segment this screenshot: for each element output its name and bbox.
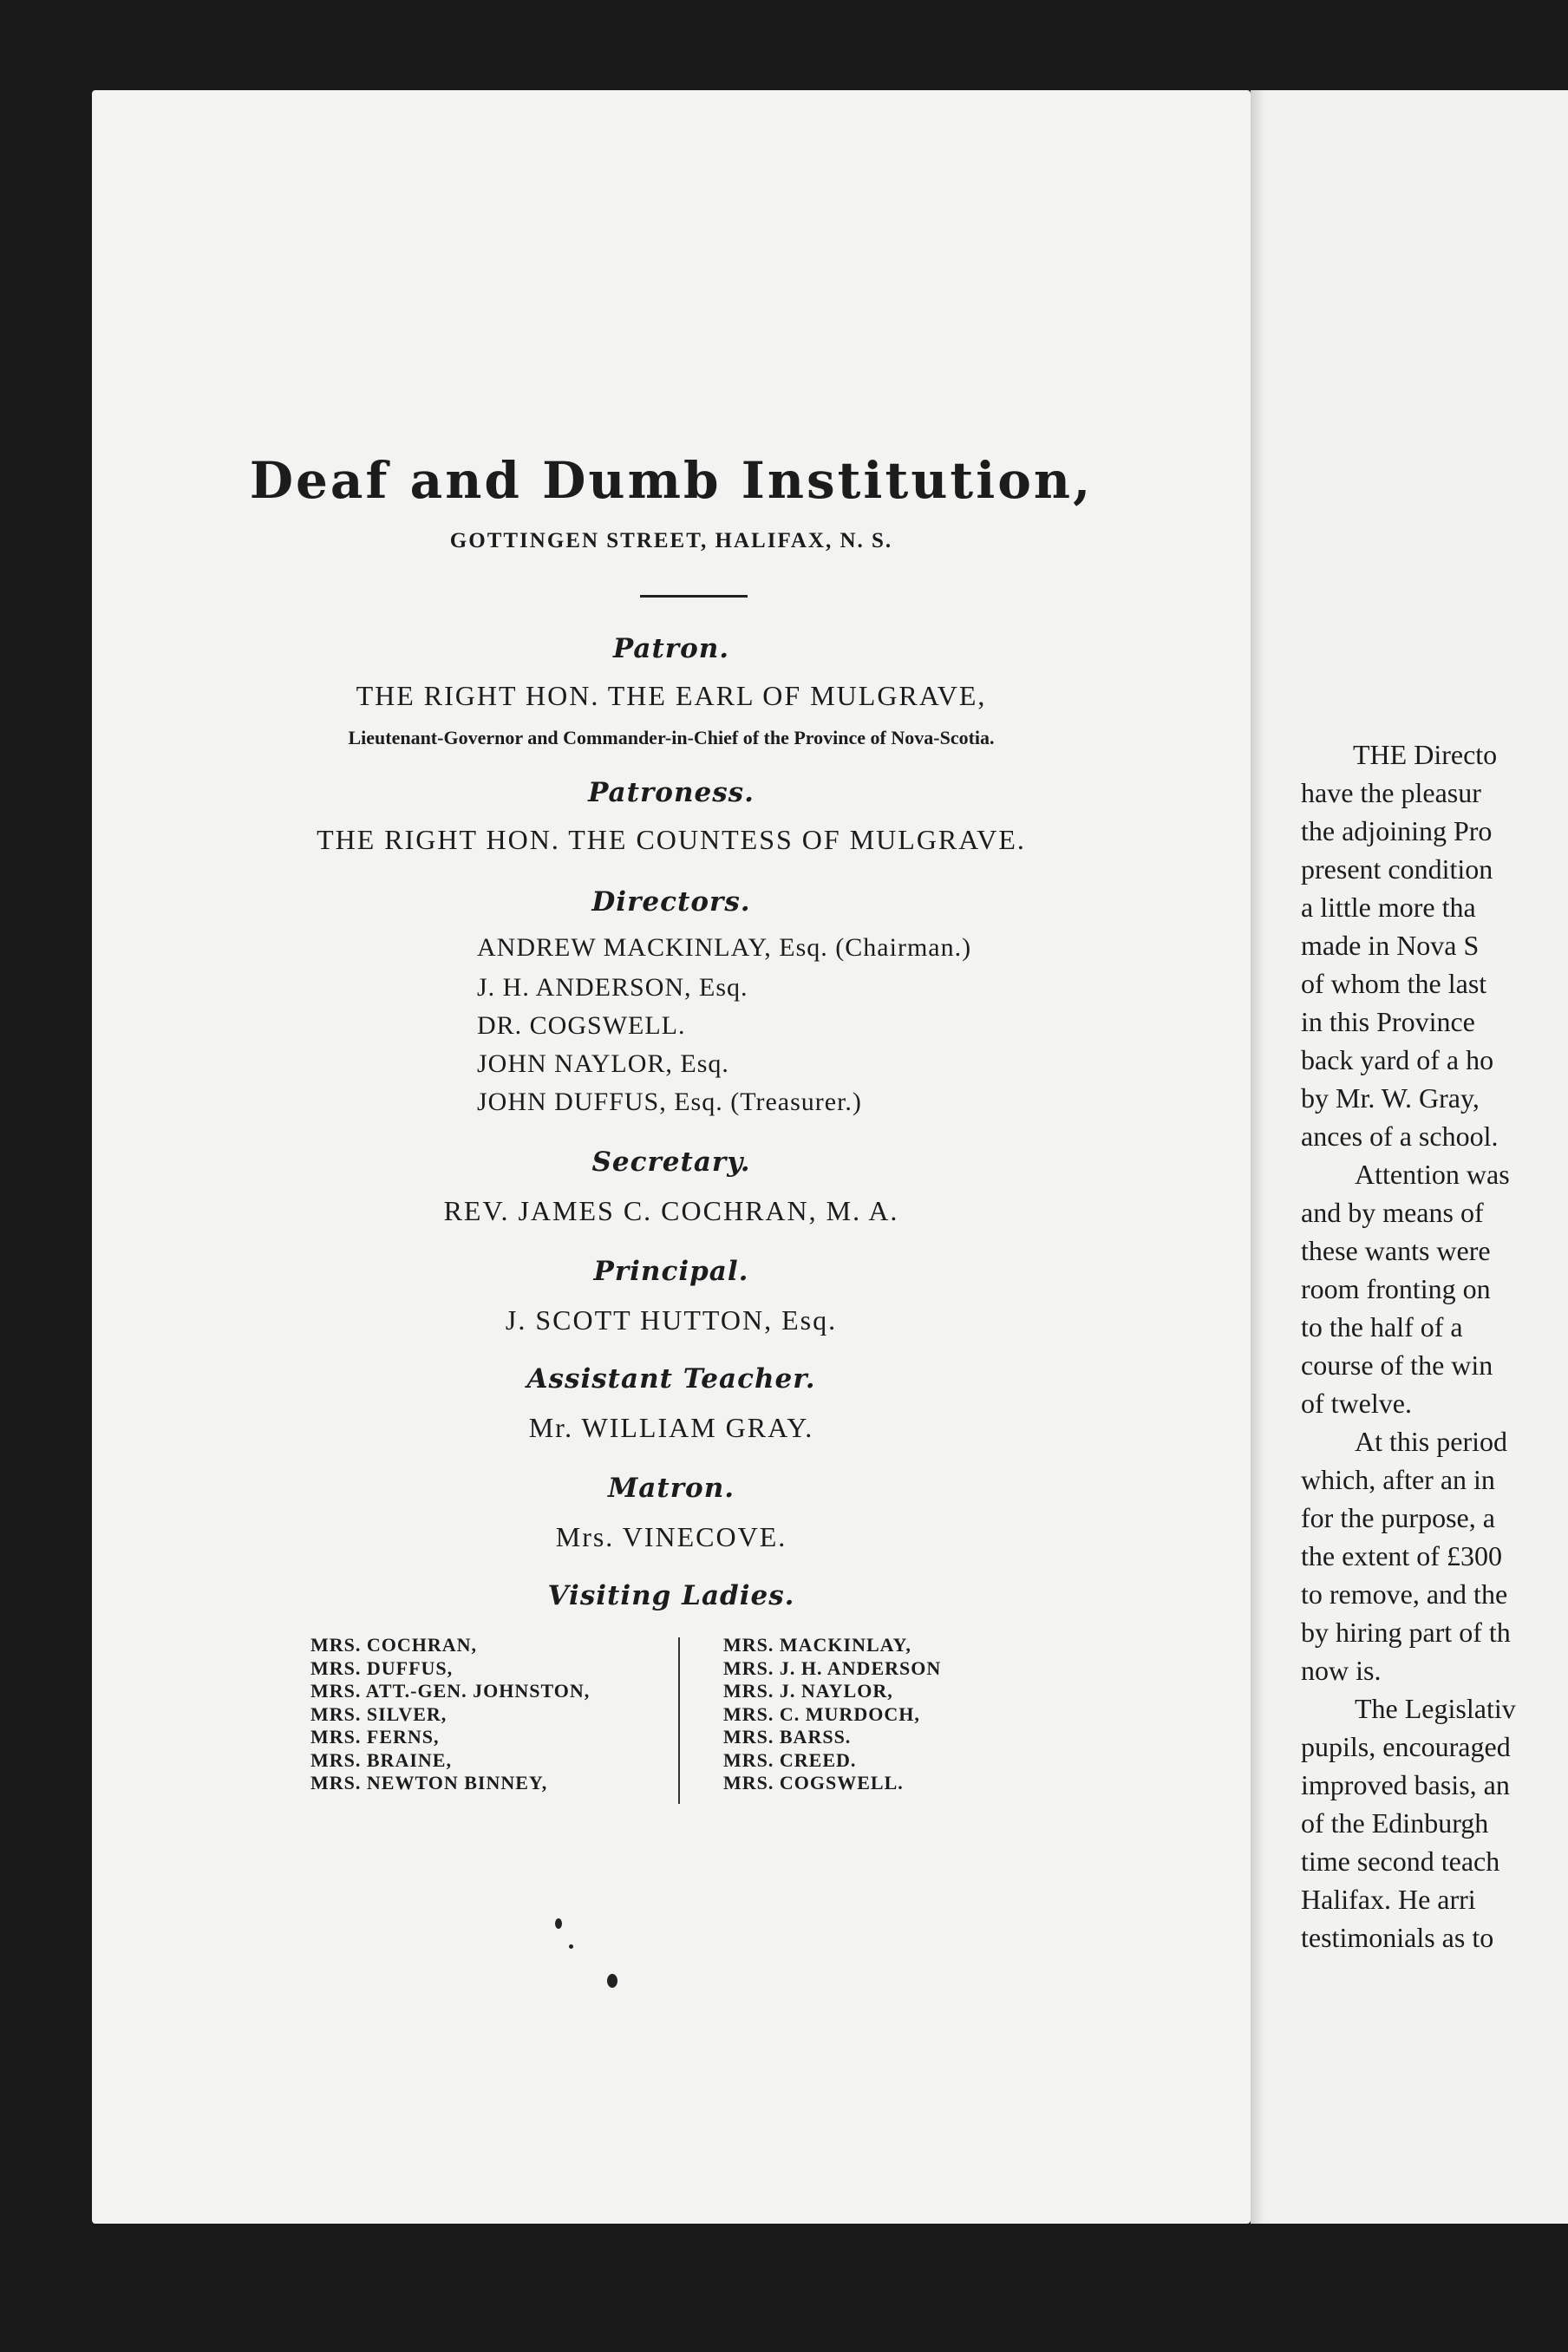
patron-detail: Lieutenant-Governor and Commander-in-Chief of the Province of Nova-Scotia.	[348, 727, 995, 748]
list-item: MRS. J. NAYLOR,	[723, 1680, 893, 1702]
text-line: have the pleasur	[1301, 777, 1481, 808]
text-line: by Mr. W. Gray,	[1301, 1082, 1480, 1114]
visiting-ladies-column-1	[310, 1634, 590, 1795]
list-item: MRS. FERNS,	[310, 1726, 440, 1748]
text-line: for the purpose, a	[1301, 1502, 1495, 1533]
secretary-heading: Secretary.	[591, 1147, 751, 1178]
director-name: JOHN NAYLOR, Esq.	[477, 1049, 729, 1078]
text-line: At this period	[1355, 1426, 1507, 1457]
text-line: to the half of a	[1301, 1311, 1463, 1343]
text-line: a little more tha	[1301, 892, 1476, 923]
matron-heading: Matron.	[607, 1473, 735, 1504]
text-line: the adjoining Pro	[1301, 815, 1493, 846]
left-page-content	[92, 0, 1251, 2352]
matron-name: Mrs. VINECOVE.	[555, 1521, 787, 1552]
text-line: Halifax. He arri	[1301, 1884, 1476, 1915]
list-item: MRS. BARSS.	[723, 1726, 852, 1748]
directors-heading: Directors.	[591, 886, 751, 918]
text-line: the extent of £300	[1301, 1540, 1502, 1571]
patron-name: THE RIGHT HON. THE EARL OF MULGRAVE,	[356, 680, 987, 711]
text-line: of twelve.	[1301, 1388, 1412, 1419]
text-line: THE Directo	[1353, 739, 1498, 770]
director-name: JOHN DUFFUS, Esq. (Treasurer.)	[477, 1088, 862, 1116]
list-item: MRS. ATT.-GEN. JOHNSTON,	[310, 1680, 591, 1702]
text-line: to remove, and the	[1301, 1578, 1508, 1610]
ink-speck	[607, 1974, 617, 1988]
patroness-name: THE RIGHT HON. THE COUNTESS OF MULGRAVE.	[317, 824, 1026, 855]
principal-heading: Principal.	[593, 1256, 749, 1287]
column-divider	[678, 1637, 680, 1804]
text-line: room fronting on	[1301, 1273, 1491, 1304]
director-name: DR. COGSWELL.	[477, 1011, 686, 1040]
text-line: course of the win	[1301, 1349, 1493, 1381]
institution-title: Deaf and Dumb Institution,	[249, 451, 1094, 510]
list-item: MRS. COCHRAN,	[310, 1634, 478, 1656]
text-line: testimonials as to	[1301, 1922, 1494, 1953]
text-line: made in Nova S	[1301, 930, 1480, 961]
list-item: MRS. COGSWELL.	[723, 1772, 904, 1793]
text-line: these wants were	[1301, 1235, 1491, 1266]
visiting-ladies-column-2	[723, 1634, 941, 1795]
principal-name: J. SCOTT HUTTON, Esq.	[505, 1304, 838, 1336]
text-line: now is.	[1301, 1655, 1382, 1686]
director-name: ANDREW MACKINLAY, Esq. (Chairman.)	[477, 933, 972, 962]
list-item: MRS. J. H. ANDERSON	[723, 1656, 942, 1679]
assistant-teacher-name: Mr. WILLIAM GRAY.	[528, 1412, 814, 1443]
list-item: MRS. CREED.	[723, 1748, 857, 1771]
text-line: by hiring part of th	[1301, 1617, 1511, 1648]
text-line: pupils, encouraged	[1301, 1731, 1511, 1762]
text-line: back yard of a ho	[1301, 1044, 1494, 1075]
list-item: MRS. BRAINE,	[310, 1748, 452, 1771]
list-item: MRS. DUFFUS,	[310, 1656, 454, 1679]
title-rule	[640, 595, 748, 598]
secretary-name: REV. JAMES C. COCHRAN, M. A.	[443, 1195, 899, 1226]
visiting-ladies-heading: Visiting Ladies.	[547, 1580, 795, 1611]
ink-speck	[569, 1944, 573, 1949]
text-line: improved basis, an	[1301, 1769, 1510, 1800]
text-line: ances of a school.	[1301, 1120, 1499, 1152]
list-item: MRS. NEWTON BINNEY,	[310, 1772, 548, 1793]
assistant-teacher-heading: Assistant Teacher.	[526, 1363, 816, 1395]
institution-address: GOTTINGEN STREET, HALIFAX, N. S.	[449, 529, 893, 552]
list-item: MRS. MACKINLAY,	[723, 1634, 911, 1656]
patron-heading: Patron.	[612, 633, 730, 664]
text-line: of whom the last	[1301, 968, 1487, 999]
patroness-heading: Patroness.	[588, 777, 755, 808]
text-line: The Legislativ	[1355, 1693, 1516, 1724]
page-gutter	[1251, 90, 1271, 2224]
text-line: of the Edinburgh	[1301, 1807, 1489, 1839]
text-line: Attention was	[1355, 1159, 1510, 1190]
text-line: present condition	[1301, 853, 1493, 885]
ink-speck	[555, 1918, 562, 1929]
text-line: time second teach	[1301, 1846, 1500, 1877]
text-line: and by means of	[1301, 1197, 1484, 1228]
text-line: which, after an in	[1301, 1464, 1495, 1495]
list-item: MRS. SILVER,	[310, 1702, 448, 1725]
director-name: J. H. ANDERSON, Esq.	[477, 973, 748, 1002]
text-line: in this Province	[1301, 1006, 1475, 1037]
list-item: MRS. C. MURDOCH,	[723, 1702, 920, 1725]
